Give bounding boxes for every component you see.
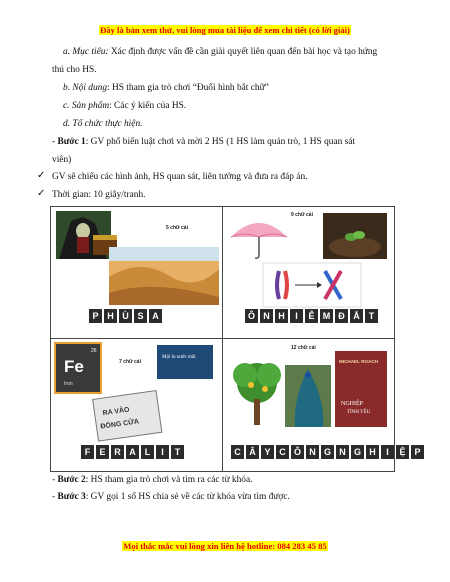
letter-tile: I: [290, 309, 303, 323]
line-step2: [52, 473, 253, 487]
puzzle-grid: [50, 206, 421, 472]
book-title: Mội lu nước mắt: [162, 355, 196, 360]
letter-tile: H: [366, 445, 379, 459]
text-buoc-1: : GV phổ biến luật chơi và mời 2 HS (1 HS làm quản trò, 1 HS quan sát: [85, 137, 356, 147]
letter-tile: Ễ: [305, 309, 318, 323]
answer-tiles-4: [231, 445, 424, 459]
letter-tile: L: [141, 445, 154, 459]
book-cover-image: [157, 345, 213, 379]
letter-tile: N: [260, 309, 273, 323]
element-name: Iron: [64, 381, 73, 387]
svg-text:TÌNH YÊU: TÌNH YÊU: [347, 410, 371, 415]
text-noi-dung: : HS tham gia trò chơi “Đuổi hình bắt chữ”: [107, 83, 269, 93]
label-buoc-3: Bước 3: [57, 492, 86, 502]
letter-tile: A: [149, 309, 162, 323]
label-buoc-2: Bước 2: [57, 475, 86, 485]
letter-tile: A: [126, 445, 139, 459]
svg-text:9 chữ cái: 9 chữ cái: [291, 212, 313, 218]
letter-tile: I: [156, 445, 169, 459]
letter-tile: Ù: [119, 309, 132, 323]
novel-author: MICHAEL ROACH: [339, 359, 378, 364]
label-buoc-1: Bước 1: [57, 137, 86, 147]
line-b: [63, 81, 269, 95]
line-step1-cont: viên): [52, 155, 72, 165]
hotline-footer: [0, 536, 450, 554]
letter-tile: Ô: [245, 309, 258, 323]
letter-tile: P: [411, 445, 424, 459]
puzzle-cell-4: [223, 339, 421, 471]
letter-tile: C: [231, 445, 244, 459]
sign-image: [93, 391, 162, 441]
element-number: 26: [91, 348, 97, 354]
letter-tile: R: [111, 445, 124, 459]
letter-tile: N: [306, 445, 319, 459]
check-icon: ✓: [37, 188, 46, 199]
tree-image: [233, 363, 281, 425]
preview-banner: [0, 20, 450, 38]
letter-tile: Ắ: [350, 309, 363, 323]
letter-tile: G: [321, 445, 334, 459]
letter-tile: T: [171, 445, 184, 459]
letter-tile: Ệ: [396, 445, 409, 459]
dash: -: [52, 492, 58, 502]
text-buoc-3: : GV gọi 1 số HS chia sẻ về các từ khóa vừa tìm được.: [85, 492, 290, 502]
line-a: [63, 45, 407, 59]
letter-tile: H: [275, 309, 288, 323]
label-san-pham: c. Sản phẩm: [63, 101, 110, 111]
label-noi-dung: b. Nội dung: [63, 83, 108, 93]
letter-tile: G: [351, 445, 364, 459]
line-step3: [52, 490, 290, 504]
letter-tile: E: [96, 445, 109, 459]
letter-tile: C: [276, 445, 289, 459]
text-muc-tieu: Xác định được vấn đề cần giải quyết liên quan đến bài học và tạo hứng: [108, 47, 378, 57]
answer-tiles-1: [89, 309, 162, 323]
svg-text:7 chữ cái: 7 chữ cái: [119, 359, 141, 365]
svg-text:RA VÀO: RA VÀO: [102, 406, 130, 418]
element-symbol: Fe: [64, 357, 84, 376]
answer-tiles-3: [81, 445, 184, 459]
preview-banner-text: Đây là bản xem thử, vui lòng mua tài liệu để xem chi tiết (có lời giải): [100, 25, 350, 35]
line-step1: [52, 135, 408, 149]
svg-text:12 chữ cái: 12 chữ cái: [291, 345, 316, 351]
letter-tile: F: [81, 445, 94, 459]
letter-tile: N: [336, 445, 349, 459]
line-check1: GV sẽ chiếu các hình ảnh, HS quan sát, liên tưởng và đưa ra đáp án.: [52, 172, 308, 182]
line-check2: Thời gian: 10 giây/tranh.: [52, 190, 146, 200]
letter-tile: M: [320, 309, 333, 323]
answer-tiles-2: [245, 309, 378, 323]
puzzle-cell-3: [51, 339, 222, 471]
dash: -: [52, 137, 58, 147]
letter-tile: Đ: [335, 309, 348, 323]
text-san-pham: : Các ý kiến của HS.: [109, 101, 187, 111]
letter-tile: Â: [246, 445, 259, 459]
letter-tile: Y: [261, 445, 274, 459]
letter-tile: S: [134, 309, 147, 323]
svg-text:ĐÓNG CỬA: ĐÓNG CỬA: [100, 418, 140, 431]
svg-text:NGHIỆP: NGHIỆP: [341, 401, 363, 407]
puzzle-cell-2: [223, 207, 394, 338]
svg-text:5 chữ cái: 5 chữ cái: [166, 225, 188, 231]
puzzle-cell-1: [51, 207, 222, 338]
label-muc-tieu: a. Mục tiêu:: [63, 47, 109, 57]
check-icon: ✓: [37, 170, 46, 181]
line-a-cont: thú cho HS.: [52, 65, 97, 75]
letter-tile: H: [104, 309, 117, 323]
letter-tile: T: [365, 309, 378, 323]
line-d: d. Tổ chức thực hiện.: [63, 119, 143, 129]
dash: -: [52, 475, 58, 485]
letter-tile: P: [89, 309, 102, 323]
letter-tile: I: [381, 445, 394, 459]
text-buoc-2: : HS tham gia trò chơi và tìm ra các từ khóa.: [85, 475, 253, 485]
line-c: [63, 99, 186, 113]
letter-tile: Ô: [291, 445, 304, 459]
hotline-text: Mọi thắc mắc vui lòng xin liên hệ hotline: 084 283 45 85: [123, 541, 327, 551]
